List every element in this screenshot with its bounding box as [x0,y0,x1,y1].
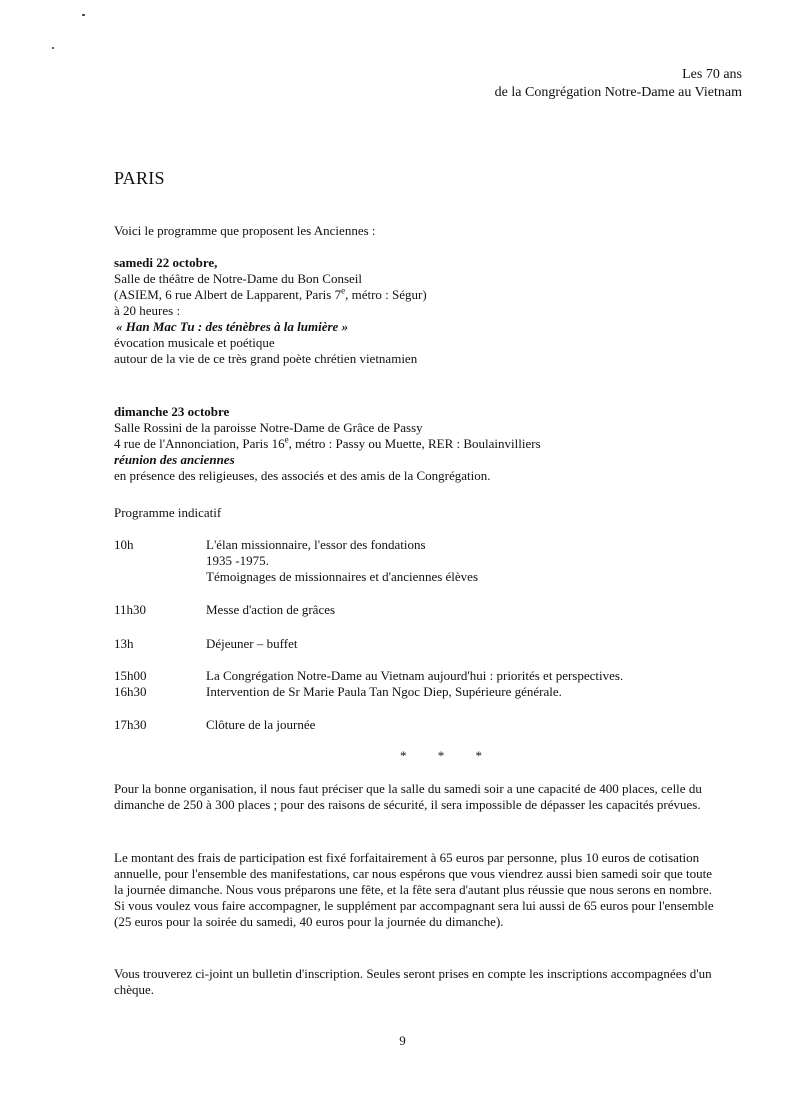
saturday-address: (ASIEM, 6 rue Albert de Lapparent, Paris 7e, métro : Ségur) [114,285,427,302]
header-line-1: Les 70 ans [682,67,742,82]
programme-description [206,668,766,684]
section-separator: * * * [400,748,496,763]
sunday-date: dimanche 23 octobre [114,404,230,419]
sunday-venue: Salle Rossini de la paroisse Notre-Dame de Grâce de Passy [114,420,423,435]
programme-description [206,636,766,652]
paragraph-fees: Le montant des frais de participation est fixé forfaitairement à 65 euros par personne, plus 10 euros de cotisation annuelle, pour l'ensemble des manifestations, car nous espérons que vous viendrez aussi bien samedi soir que toute la journée dimanche. Nous vous préparons une fête, et la fête sera d'autant plus réussie que nous serons en nombre. Si vous voulez vous faire accompagner, le supplément par accompagnant sera lui aussi de 65 euros pour l'ensemble (25 euros pour la soirée du samedi, 40 euros pour la journée du dimanche). [114,850,714,929]
programme-line: Messe d'action de grâces [206,602,336,617]
programme-time: 10h [114,537,134,552]
programme-time: 15h00 [114,668,147,683]
programme-line: Clôture de la journée [206,717,316,732]
saturday-venue: Salle de théâtre de Notre-Dame du Bon Conseil [114,271,363,286]
programme-line: Déjeuner – buffet [206,636,298,651]
scan-speck [52,47,54,49]
section-title-city: PARIS [114,168,165,188]
paragraph-capacity: Pour la bonne organisation, il nous faut préciser que la salle du samedi soir a une capacité de 400 places, celle du dimanche de 250 à 300 places ; pour des raisons de sécurité, il sera impossible de dépasser les capacités prévues. [114,781,702,812]
scan-speck [82,14,85,16]
intro-text: Voici le programme que proposent les Anciennes : [114,223,376,238]
programme-description [206,602,766,618]
saturday-description-2: autour de la vie de ce très grand poète chrétien vietnamien [114,351,418,366]
programme-line: Témoignages de missionnaires et d'anciennes élèves [206,569,479,584]
programme-line: 1935 -1975. [206,553,269,568]
programme-description [206,537,766,585]
programme-time: 11h30 [114,602,147,617]
programme-line: La Congrégation Notre-Dame au Vietnam aujourd'hui : priorités et perspectives. [206,668,624,683]
saturday-description-1: évocation musicale et poétique [114,335,275,350]
paragraph-registration: Vous trouverez ci-joint un bulletin d'inscription. Seules seront prises en compte les inscriptions accompagnées d'un chèque. [114,966,712,997]
programme-description [206,717,766,733]
sunday-event-title: réunion des anciennes [114,452,235,467]
saturday-show-title: « Han Mac Tu : des ténèbres à la lumière » [116,319,349,334]
programme-line: Intervention de Sr Marie Paula Tan Ngoc Diep, Supérieure générale. [206,684,562,699]
saturday-event [114,255,754,367]
saturday-date: samedi 22 octobre, [114,255,218,270]
programme-title: Programme indicatif [114,505,222,520]
sunday-address: 4 rue de l'Annonciation, Paris 16e, métro : Passy ou Muette, RER : Boulainvilliers [114,434,541,451]
programme-time: 16h30 [114,684,147,699]
programme-description [206,684,766,700]
header-line-2: de la Congrégation Notre-Dame au Vietnam [494,85,742,100]
page-number: 9 [399,1033,406,1048]
programme-time: 17h30 [114,717,147,732]
programme-line: L'élan missionnaire, l'essor des fondations [206,537,426,552]
document-header [495,66,742,102]
saturday-time: à 20 heures : [114,303,181,318]
sunday-presence: en présence des religieuses, des associés et des amis de la Congrégation. [114,468,491,483]
programme-time: 13h [114,636,134,651]
sunday-event [114,404,754,484]
